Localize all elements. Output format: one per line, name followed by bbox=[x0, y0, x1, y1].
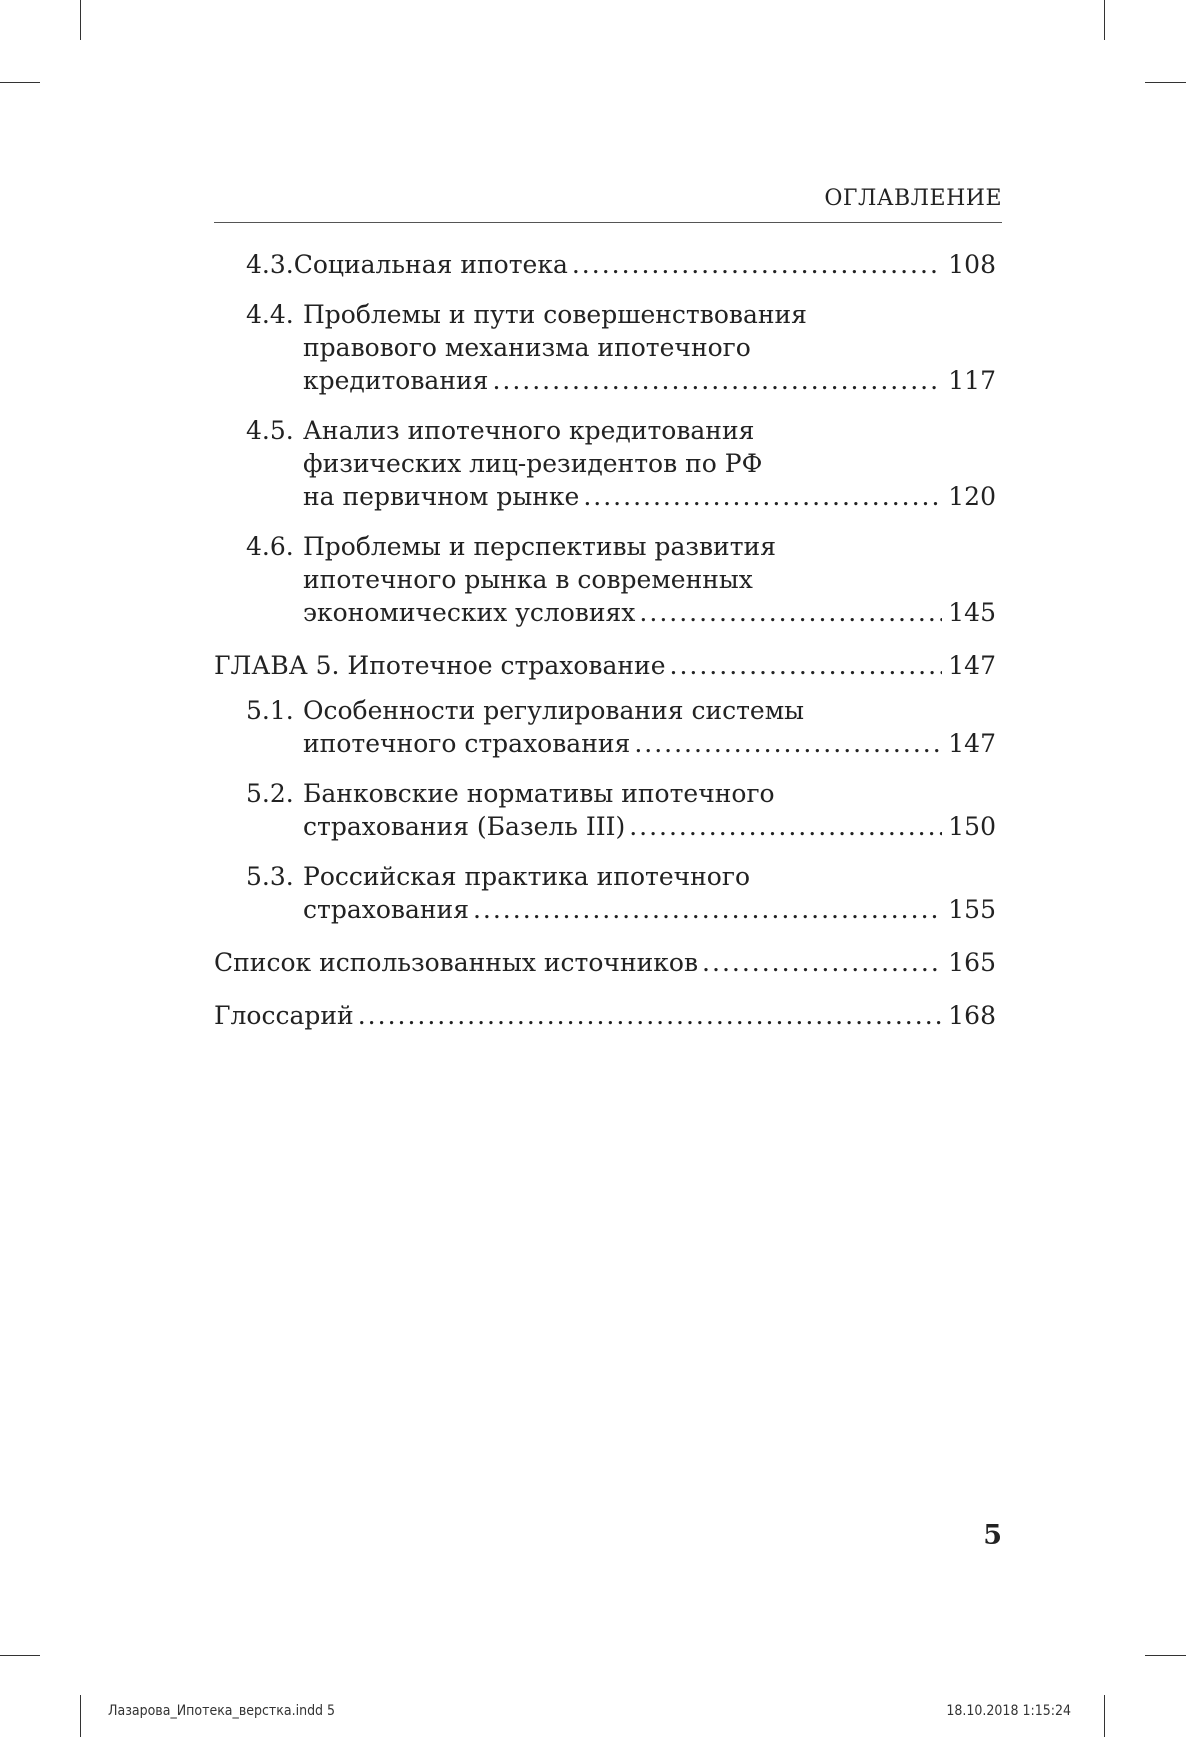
toc-title-line: страхования (Базель III) bbox=[303, 812, 626, 841]
toc-title: Список использованных источников bbox=[214, 948, 699, 977]
toc-entry-4-6[interactable] bbox=[214, 530, 996, 629]
toc-title-line: Особенности регулирования системы bbox=[303, 696, 805, 725]
toc-title-line: Банковские нормативы ипотечного bbox=[303, 779, 775, 808]
toc-title-line: страхования bbox=[303, 895, 469, 924]
toc-number: 4.5. bbox=[246, 416, 294, 445]
page-number: 5 bbox=[983, 1520, 1002, 1551]
toc-page: 117 bbox=[948, 366, 996, 395]
toc-number: 5.2. bbox=[246, 779, 294, 808]
crop-mark bbox=[80, 1695, 81, 1737]
toc-entry-sources[interactable] bbox=[214, 946, 996, 979]
toc-number: 5.3. bbox=[246, 862, 294, 891]
toc-title-line: Анализ ипотечного кредитования bbox=[303, 416, 755, 445]
crop-mark bbox=[1104, 0, 1105, 40]
toc-entry-4-5[interactable] bbox=[214, 414, 996, 513]
toc-title: ГЛАВА 5. Ипотечное страхование bbox=[214, 651, 666, 680]
crop-mark bbox=[0, 1655, 40, 1656]
dot-leader bbox=[702, 946, 942, 979]
toc-title-line: физических лиц-резидентов по РФ bbox=[303, 449, 763, 478]
toc-number: 4.4. bbox=[246, 300, 294, 329]
toc-entry-4-3[interactable] bbox=[214, 248, 996, 281]
running-header: ОГЛАВЛЕНИЕ bbox=[824, 186, 1002, 211]
toc-page: 150 bbox=[948, 812, 996, 841]
toc-page: 108 bbox=[948, 250, 996, 279]
toc-number: 4.6. bbox=[246, 532, 294, 561]
toc-title-line: ипотечного рынка в современных bbox=[303, 565, 753, 594]
dot-leader bbox=[670, 649, 943, 682]
toc-title: Социальная ипотека bbox=[293, 250, 568, 279]
dot-leader bbox=[572, 248, 942, 281]
toc-page: 120 bbox=[948, 482, 996, 511]
toc-title-line: ипотечного страхования bbox=[303, 729, 631, 758]
footer-datetime: 18.10.2018 1:15:24 bbox=[946, 1703, 1071, 1719]
toc-page: 155 bbox=[948, 895, 996, 924]
toc-page: 147 bbox=[948, 651, 996, 680]
crop-mark bbox=[80, 0, 81, 40]
dot-leader bbox=[639, 596, 942, 629]
dot-leader bbox=[629, 810, 942, 843]
dot-leader bbox=[583, 480, 942, 513]
toc-entry-5-2[interactable] bbox=[214, 777, 996, 843]
toc-page: 165 bbox=[948, 948, 996, 977]
crop-mark bbox=[1145, 82, 1186, 83]
dot-leader bbox=[358, 999, 943, 1032]
crop-mark bbox=[0, 82, 40, 83]
dot-leader bbox=[492, 364, 942, 397]
toc-entry-4-4[interactable] bbox=[214, 298, 996, 397]
toc-title-line: Российская практика ипотечного bbox=[303, 862, 751, 891]
toc-entry-glossary[interactable] bbox=[214, 999, 996, 1032]
toc-title-line: на первичном рынке bbox=[303, 482, 580, 511]
toc-number: 4.3. bbox=[246, 250, 294, 279]
dot-leader bbox=[634, 727, 942, 760]
toc-entry-5-3[interactable] bbox=[214, 860, 996, 926]
toc-title-line: правового механизма ипотечного bbox=[303, 333, 751, 362]
crop-mark bbox=[1104, 1695, 1105, 1737]
footer-filename: Лазарова_Ипотека_верстка.indd 5 bbox=[108, 1703, 336, 1719]
toc-title-line: экономических условиях bbox=[303, 598, 636, 627]
toc-entry-chapter-5[interactable] bbox=[214, 649, 996, 682]
table-of-contents bbox=[214, 248, 996, 1032]
header-rule bbox=[214, 222, 1002, 223]
toc-number: 5.1. bbox=[246, 696, 294, 725]
toc-title-line: кредитования bbox=[303, 366, 489, 395]
toc-entry-5-1[interactable] bbox=[214, 694, 996, 760]
toc-page: 145 bbox=[948, 598, 996, 627]
crop-mark bbox=[1145, 1655, 1186, 1656]
toc-page: 168 bbox=[948, 1001, 996, 1030]
toc-page: 147 bbox=[948, 729, 996, 758]
toc-title-line: Проблемы и пути совершенствования bbox=[303, 300, 807, 329]
dot-leader bbox=[473, 893, 942, 926]
toc-title: Глоссарий bbox=[214, 1001, 354, 1030]
toc-title-line: Проблемы и перспективы развития bbox=[303, 532, 776, 561]
